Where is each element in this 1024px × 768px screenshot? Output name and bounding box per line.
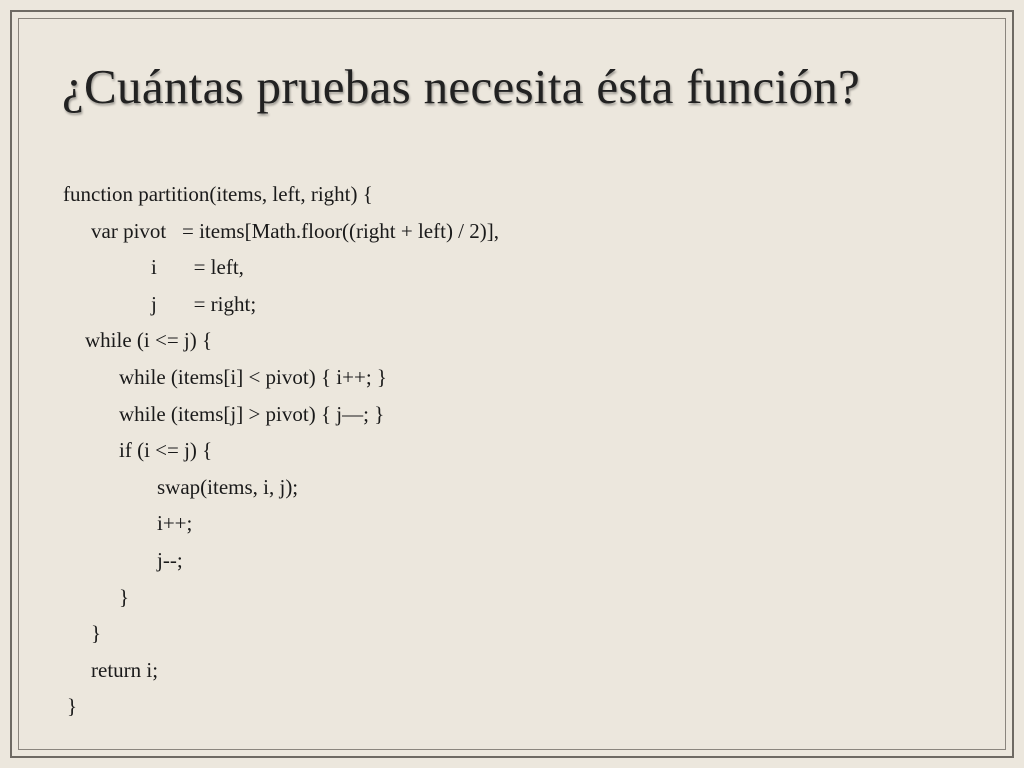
code-line: i++; — [157, 511, 193, 536]
code-line: var pivot = items[Math.floor((right + left) / 2)], — [91, 218, 500, 243]
code-line: return i; — [91, 657, 159, 682]
code-line: j = right; — [151, 291, 257, 316]
code-line: swap(items, i, j); — [157, 474, 299, 499]
code-line: while (items[j] > pivot) { j—; } — [119, 401, 385, 426]
code-line: while (items[i] < pivot) { i++; } — [119, 364, 387, 389]
code-block — [63, 176, 499, 725]
code-line: j--; — [157, 547, 183, 572]
code-line: i = left, — [151, 255, 244, 280]
code-line: if (i <= j) { — [119, 438, 213, 463]
code-line: } — [91, 621, 102, 646]
slide-title: ¿Cuántas pruebas necesita ésta función? — [62, 59, 861, 114]
code-line: while (i <= j) { — [85, 328, 213, 353]
code-line: } — [119, 584, 130, 609]
code-line: } — [67, 694, 78, 719]
code-line: function partition(items, left, right) { — [63, 182, 373, 206]
